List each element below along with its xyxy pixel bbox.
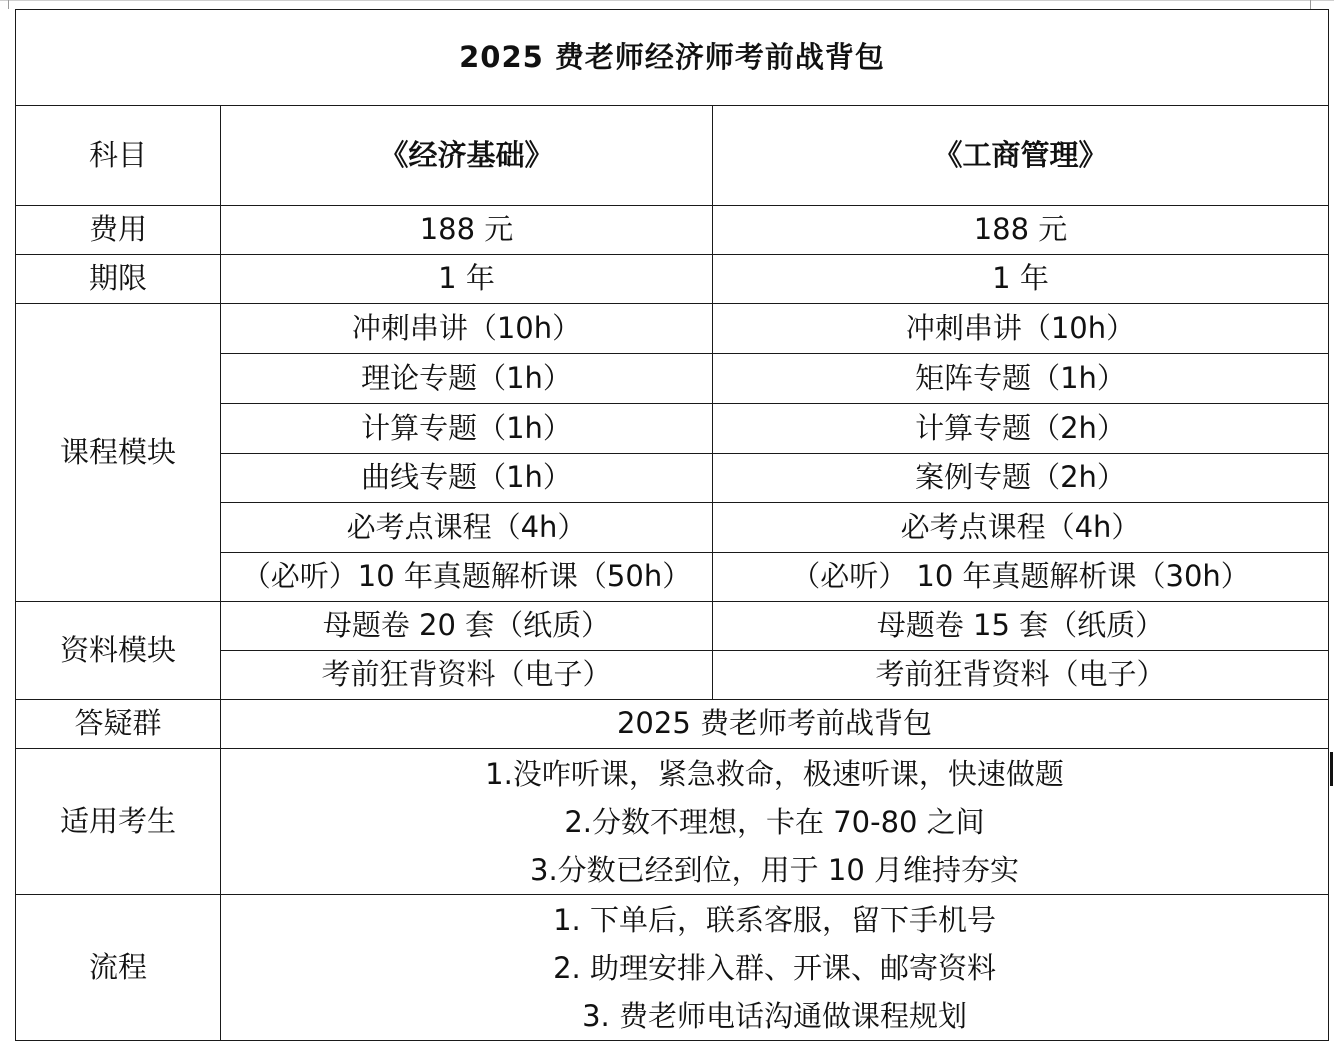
qa-group-label: 答疑群: [16, 700, 221, 749]
course-business-item: 计算专题（2h）: [713, 404, 1329, 454]
materials-business-item: 母题卷 15 套（纸质）: [713, 602, 1329, 651]
course-economics-item: 曲线专题（1h）: [221, 454, 713, 503]
list-item: 1.没咋听课，紧急救命，极速听课，快速做题: [485, 756, 1064, 791]
course-business-item: 必考点课程（4h）: [713, 503, 1329, 553]
course-row: [16, 304, 1329, 354]
fee-label: 费用: [16, 206, 221, 255]
course-economics-item: 必考点课程（4h）: [221, 503, 713, 553]
course-economics-item: 计算专题（1h）: [221, 404, 713, 454]
list-item: 3.分数已经到位，用于 10 月维持夯实: [530, 852, 1020, 887]
materials-business-item: 考前狂背资料（电子）: [713, 651, 1329, 700]
list-item: 2.分数不理想，卡在 70-80 之间: [564, 804, 985, 839]
process-label: 流程: [16, 895, 221, 1041]
materials-row: [16, 602, 1329, 651]
corner-mark-left: [8, 0, 9, 9]
applicable-row: [16, 749, 1329, 895]
course-economics-item: （必听）10 年真题解析课（50h）: [221, 553, 713, 602]
fee-economics: 188 元: [221, 206, 713, 255]
qa-group-row: [16, 700, 1329, 749]
materials-module-label: 资料模块: [16, 602, 221, 700]
fee-business: 188 元: [713, 206, 1329, 255]
term-economics: 1 年: [221, 255, 713, 304]
materials-economics-item: 考前狂背资料（电子）: [221, 651, 713, 700]
term-label: 期限: [16, 255, 221, 304]
course-economics-item: 冲刺串讲（10h）: [221, 304, 713, 354]
subject-business-management: 《工商管理》: [713, 106, 1329, 206]
qa-group-value: 2025 费老师考前战背包: [221, 700, 1329, 749]
table-title: 2025 费老师经济师考前战背包: [16, 10, 1329, 106]
subject-economics-basics: 《经济基础》: [221, 106, 713, 206]
fee-row: [16, 206, 1329, 255]
text-cursor: [1330, 752, 1333, 786]
applicable-students-list: [221, 749, 1329, 895]
row-header-subject: 科目: [16, 106, 221, 206]
corner-mark-right: [1310, 0, 1311, 9]
applicable-students-label: 适用考生: [16, 749, 221, 895]
course-module-label: 课程模块: [16, 304, 221, 602]
exam-package-table: [15, 9, 1329, 1041]
course-business-item: （必听） 10 年真题解析课（30h）: [713, 553, 1329, 602]
course-business-item: 案例专题（2h）: [713, 454, 1329, 503]
materials-economics-item: 母题卷 20 套（纸质）: [221, 602, 713, 651]
course-economics-item: 理论专题（1h）: [221, 354, 713, 404]
term-row: [16, 255, 1329, 304]
list-item: 1. 下单后，联系客服，留下手机号: [553, 902, 996, 937]
list-item: 2. 助理安排入群、开课、邮寄资料: [553, 950, 996, 985]
subject-row: [16, 106, 1329, 206]
process-steps-list: [221, 895, 1329, 1041]
course-business-item: 矩阵专题（1h）: [713, 354, 1329, 404]
course-business-item: 冲刺串讲（10h）: [713, 304, 1329, 354]
page-top-border: [0, 0, 1334, 1]
term-business: 1 年: [713, 255, 1329, 304]
list-item: 3. 费老师电话沟通做课程规划: [582, 998, 967, 1033]
title-row: [16, 10, 1329, 106]
process-row: [16, 895, 1329, 1041]
